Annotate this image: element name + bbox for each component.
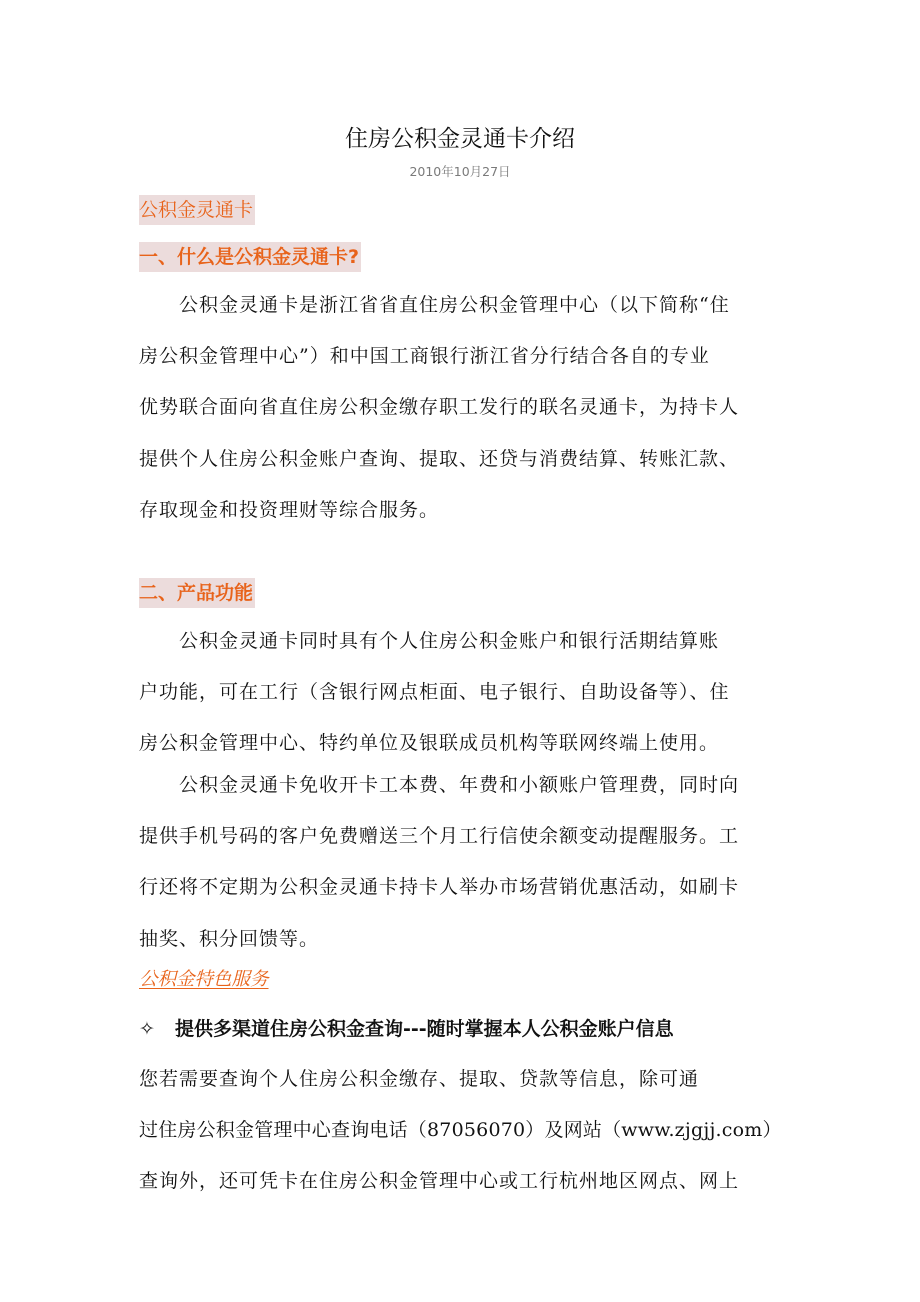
diamond-bullet-icon: ✧ (139, 1018, 155, 1040)
paragraph-line: 房公积金管理中心”）和中国工商银行浙江省分行结合各自的专业 (139, 345, 710, 368)
paragraph-line: 公积金灵通卡免收开卡工本费、年费和小额账户管理费，同时向 (139, 774, 740, 796)
section2-heading: 二、产品功能 (139, 578, 255, 608)
paragraph-line: 房公积金管理中心、特约单位及银联成员机构等联网终端上使用。 (139, 732, 720, 755)
paragraph-line: 公积金灵通卡是浙江省省直住房公积金管理中心（以下简称“住 (139, 294, 730, 316)
paragraph-line: 行还将不定期为公积金灵通卡持卡人举办市场营销优惠活动，如刷卡 (139, 876, 740, 899)
paragraph-line: 提供个人住房公积金账户查询、提取、还贷与消费结算、转账汇款、 (139, 447, 740, 470)
paragraph-line: 存取现金和投资理财等综合服务。 (139, 498, 440, 521)
bullet-text: 提供多渠道住房公积金查询---随时掌握本人公积金账户信息 (175, 1018, 674, 1040)
paragraph-line: 抽奖、积分回馈等。 (139, 927, 320, 950)
paragraph-line: 提供手机号码的客户免费赠送三个月工行信使余额变动提醒服务。工 (139, 825, 740, 848)
section-label: 公积金灵通卡 (139, 195, 255, 225)
section3-heading: 公积金特色服务 (139, 969, 269, 990)
paragraph-line: 户功能，可在工行（含银行网点柜面、电子银行、自助设备等）、住 (139, 681, 730, 704)
section3-paragraph (139, 1054, 799, 1208)
paragraph-line: 过住房公积金管理中心查询电话（87056070）及网站（www.zjgjj.com） (139, 1119, 782, 1142)
document-title: 住房公积金灵通卡介绍 (345, 126, 575, 152)
section2-paragraph-1 (139, 616, 789, 770)
document-date: 2010年10月27日 (409, 164, 511, 179)
paragraph-line: 您若需要查询个人住房公积金缴存、提取、贷款等信息，除可通 (139, 1068, 700, 1090)
paragraph-line: 公积金灵通卡同时具有个人住房公积金账户和银行活期结算账 (139, 630, 720, 652)
section1-heading: 一、什么是公积金灵通卡? (139, 242, 361, 272)
paragraph-line: 优势联合面向省直住房公积金缴存职工发行的联名灵通卡，为持卡人 (139, 396, 740, 419)
section2-paragraph-2 (139, 760, 789, 965)
paragraph-line: 查询外，还可凭卡在住房公积金管理中心或工行杭州地区网点、网上 (139, 1170, 740, 1193)
bullet-item (139, 1014, 674, 1044)
section1-paragraph (139, 280, 789, 536)
